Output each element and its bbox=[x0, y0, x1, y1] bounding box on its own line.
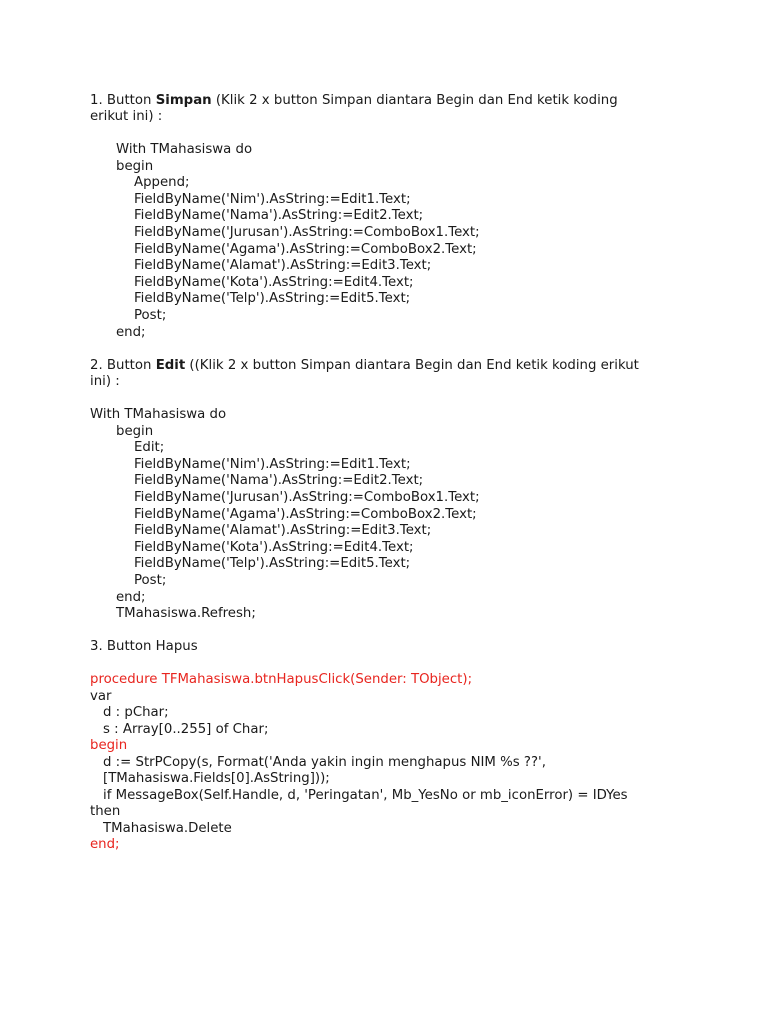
section2-heading bbox=[90, 358, 639, 374]
section1-heading-prefix: 1. Button bbox=[90, 93, 156, 108]
section1-heading-line2: erikut ini) : bbox=[90, 109, 163, 124]
code-line: if MessageBox(Self.Handle, d, 'Peringatan', Mb_YesNo or mb_iconError) = IDYes bbox=[103, 788, 628, 803]
code-line: FieldByName('Telp').AsString:=Edit5.Text; bbox=[134, 291, 411, 306]
section2-heading-prefix: 2. Button bbox=[90, 358, 156, 373]
code-line: FieldByName('Agama').AsString:=ComboBox2.Text; bbox=[134, 507, 477, 522]
code-line: [TMahasiswa.Fields[0].AsString])); bbox=[103, 771, 330, 786]
code-line: Post; bbox=[134, 308, 167, 323]
code-line: FieldByName('Nim').AsString:=Edit1.Text; bbox=[134, 457, 411, 472]
code-line: FieldByName('Kota').AsString:=Edit4.Text; bbox=[134, 275, 414, 290]
code-line: FieldByName('Nim').AsString:=Edit1.Text; bbox=[134, 192, 411, 207]
code-line: then bbox=[90, 804, 121, 819]
code-line: end; bbox=[116, 590, 146, 605]
code-line: With TMahasiswa do bbox=[116, 142, 253, 157]
code-line: FieldByName('Kota').AsString:=Edit4.Text; bbox=[134, 540, 414, 555]
code-line: FieldByName('Nama').AsString:=Edit2.Text; bbox=[134, 473, 424, 488]
code-line: TMahasiswa.Delete bbox=[103, 821, 232, 836]
section1-heading bbox=[90, 93, 618, 109]
code-line: d : pChar; bbox=[103, 705, 169, 720]
code-line: Edit; bbox=[134, 440, 165, 455]
code-line: FieldByName('Alamat').AsString:=Edit3.Text; bbox=[134, 258, 432, 273]
section2-heading-line2: ini) : bbox=[90, 374, 120, 389]
code-line: s : Array[0..255] of Char; bbox=[103, 722, 269, 737]
code-line: Append; bbox=[134, 175, 190, 190]
code-line: TMahasiswa.Refresh; bbox=[116, 606, 256, 621]
code-line: FieldByName('Agama').AsString:=ComboBox2.Text; bbox=[134, 242, 477, 257]
code-line: With TMahasiswa do bbox=[90, 407, 227, 422]
section2-heading-bold: Edit bbox=[155, 358, 186, 373]
code-line: begin bbox=[116, 159, 154, 174]
code-line: FieldByName('Telp').AsString:=Edit5.Text; bbox=[134, 556, 411, 571]
code-line: FieldByName('Jurusan').AsString:=ComboBox1.Text; bbox=[134, 490, 480, 505]
code-line: procedure TFMahasiswa.btnHapusClick(Sender: TObject); bbox=[90, 672, 473, 687]
code-line: FieldByName('Alamat').AsString:=Edit3.Text; bbox=[134, 523, 432, 538]
section1-heading-rest: (Klik 2 x button Simpan diantara Begin dan End ketik koding bbox=[211, 93, 618, 108]
code-line: FieldByName('Nama').AsString:=Edit2.Text; bbox=[134, 208, 424, 223]
code-line: begin bbox=[90, 738, 128, 753]
code-line: Post; bbox=[134, 573, 167, 588]
code-line: d := StrPCopy(s, Format('Anda yakin ingin menghapus NIM %s ??', bbox=[103, 755, 546, 770]
code-line: FieldByName('Jurusan').AsString:=ComboBox1.Text; bbox=[134, 225, 480, 240]
code-line: begin bbox=[116, 424, 154, 439]
section2-heading-rest: ((Klik 2 x button Simpan diantara Begin dan End ketik koding erikut bbox=[185, 358, 639, 373]
code-line: var bbox=[90, 689, 112, 704]
code-line: end; bbox=[116, 325, 146, 340]
section3-heading: 3. Button Hapus bbox=[90, 639, 198, 654]
section1-heading-bold: Simpan bbox=[155, 93, 212, 108]
code-line: end; bbox=[90, 837, 120, 852]
